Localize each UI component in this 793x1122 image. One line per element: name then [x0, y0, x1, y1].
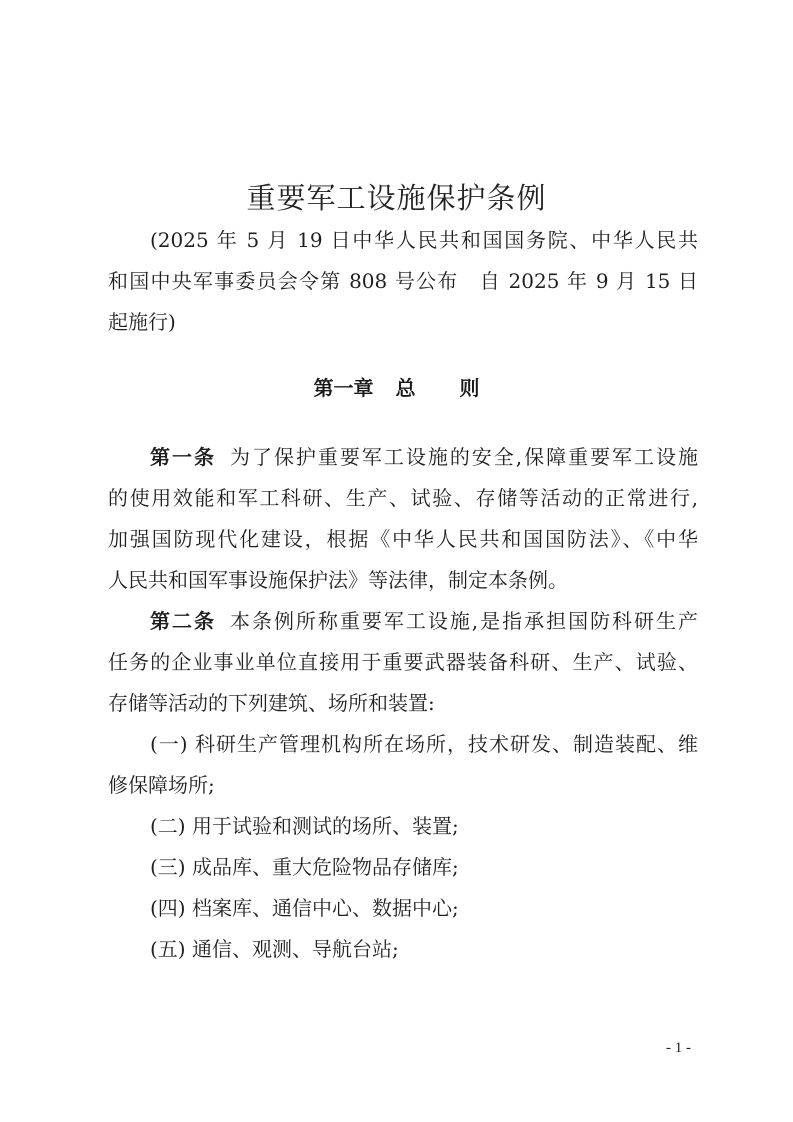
- article-2-text-1: 本条例所称重要军工设施,是指承担国防科研生产: [229, 609, 699, 633]
- promulgation-line-2: 和国中央军事委员会令第 808 号公布 自 2025 年 9 月 15 日: [108, 269, 698, 293]
- item-5: (五) 通信、观测、导航台站;: [150, 937, 399, 961]
- item-3: (三) 成品库、重大危险物品存储库;: [150, 855, 459, 879]
- article-2-line-2: 任务的企业事业单位直接用于重要武器装备科研、生产、试验、: [108, 650, 698, 674]
- chapter-title-b: 则: [459, 376, 480, 400]
- item-1-line-2: 修保障场所;: [108, 773, 215, 797]
- chapter-number: 第一章: [313, 376, 374, 400]
- article-1-label: 第一条: [150, 445, 216, 469]
- promulgation-line-1: (2025 年 5 月 19 日中华人民共和国国务院、中华人民共: [150, 228, 698, 252]
- item-4: (四) 档案库、通信中心、数据中心;: [150, 896, 459, 920]
- page-number: - 1 -: [666, 1040, 691, 1056]
- article-1-text-1: 为了保护重要军工设施的安全,保障重要军工设施: [229, 445, 699, 469]
- article-1-line-2: 的使用效能和军工科研、生产、试验、存储等活动的正常进行,: [108, 486, 698, 510]
- article-2-label: 第二条: [150, 609, 216, 633]
- article-1-line-3: 加强国防现代化建设，根据《中华人民共和国国防法》、《中华: [108, 527, 698, 551]
- chapter-heading: [0, 372, 793, 401]
- item-2: (二) 用于试验和测试的场所、装置;: [150, 814, 459, 838]
- article-1-line-4: 人民共和国军事设施保护法》等法律，制定本条例。: [108, 568, 568, 592]
- item-1-line-1: (一) 科研生产管理机构所在场所，技术研发、制造装配、维: [150, 732, 698, 756]
- article-1-line-1: [150, 441, 698, 470]
- chapter-title-a: 总: [395, 376, 416, 400]
- article-2-line-1: [150, 605, 698, 634]
- document-title: 重要军工设施保护条例: [246, 181, 547, 215]
- article-2-line-3: 存储等活动的下列建筑、场所和装置:: [108, 691, 435, 715]
- promulgation-line-3: 起施行): [108, 310, 176, 334]
